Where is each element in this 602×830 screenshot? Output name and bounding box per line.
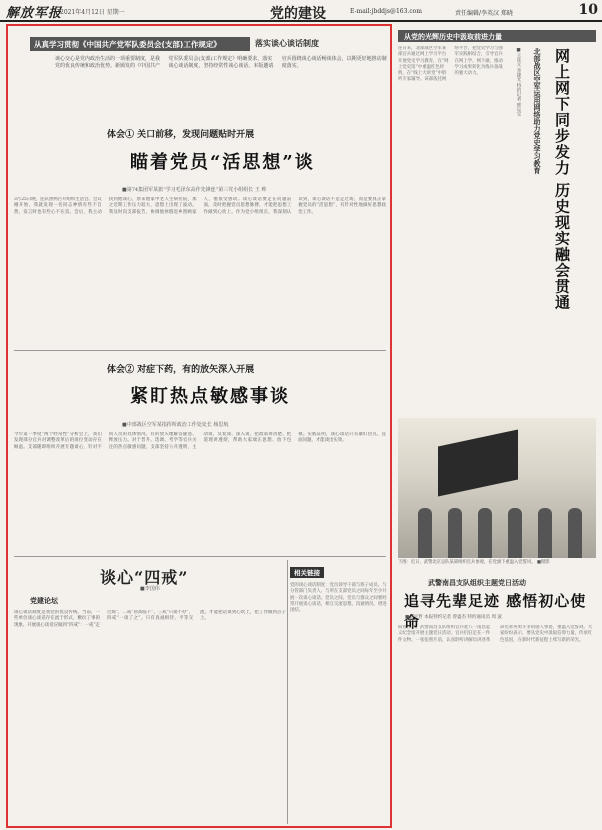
related-links (290, 560, 388, 828)
right-banner: 从党的光辉历史中汲取前进力量 (398, 30, 596, 42)
part2-label: 体会② 对症下药，有的放矢深入开展 (107, 365, 255, 375)
photo-caption: 下图：近日，武警北京总队某部组织官兵参观，在党旗下重温入党誓词。 ■摄影 (398, 560, 550, 565)
feature-subbanner: 落实谈心谈话制度 (255, 38, 319, 48)
right-body: 连日来，北部战区空军某部官兵通过网上学习平台开展党史学习教育，在“网上党史馆”中重温红色经典，在“线上大讲堂”中聆听专家辅导。该部依托网络平台，把党史学习与强军实践相结合，引导官兵在网上学、网下做，推动学习成果转化为练兵备战的强大动力。 (398, 46, 503, 83)
part3-body: 谈心谈话制度是我党的优良传统。当前，一些单位谈心谈话存在流于形式、敷衍了事的现象。开展谈心谈话应做到“四戒”：一戒“走过场”，二戒“居高临下”，三戒“只谈不办”，四戒“一谈了之”。只有真诚相待、平等交流，才能把话谈到心坎上，把工作做到点子上。 (14, 610, 286, 628)
right-author: ■王廷元 李建光 特约记者 邢运宝 (516, 48, 521, 116)
right-author-2: ■刘宇哲 本报特约记者 曾盛杰 特约通讯员 周 波 (405, 615, 502, 620)
flag-shape (438, 429, 518, 496)
parade-photo (398, 418, 596, 558)
masthead: 解放军报 (6, 6, 63, 21)
part1-body: 3月25日晚，连队照例召开组织生活会。会议刚开始，我就发现一名同志神情有些不自然，发言时也有些心不在焉。会后，我主动找到他谈心，原来他家中老人生病住院，加之近期工作压力较大，思想上出现了波动。我及时向支部报告，协调他休假返乡照顾家人，他很受感动。谈心谈话要走在问题前面，及时把握党员思想脉搏，才能把思想工作做到心坎上。作为党小组组长，我深刻认识到，谈心谈话不是走过场，而是要真正掌握党员的“活思想”，有针对性地做好思想政治工作。 (14, 197, 386, 215)
part2-byline: ■中部战区空军某指挥所政治工作处处长 杨思航 (122, 422, 229, 428)
right-body-2: 阳春三月，武警南昌支队组织官兵赴八一南昌起义纪念馆开展主题党日活动。官兵们驻足在一件件文物、一张张照片前，认真聆听讲解员讲述革命先辈英勇斗争的感人事迹，重温入党誓词。大家纷纷表示，要从党史中汲取信仰力量，传承红色基因，在新时代新征程上续写新的荣光。 (398, 625, 593, 643)
related-label: 相关链接 (290, 567, 324, 578)
related-body: 党的谈心谈话制度：党员领导干部与班子成员、与分管部门负责人、与所在支部党员之间每年至少开展一次谈心谈话。党员之间、党员与群众之间要经常开展谈心谈话，相互交流思想、沟通情况、增进团结。 (290, 583, 387, 614)
right-title: 网上网下同步发力 历史现实融会贯通 (553, 48, 571, 311)
right-subhead-2: 武警南昌支队组织主题党日活动 (428, 578, 526, 587)
part1-title: 瞄着党员“活思想”谈 (130, 152, 315, 173)
divider (14, 556, 386, 557)
section-title: 党的建设 (270, 6, 326, 22)
editor-credit: 责任编辑/李英汉 郑晓 (455, 10, 513, 17)
feature-intro: 谈心交心是党内政治生活的一项重要制度，是我党的优良传统和政治优势。新颁发的《中国共产党军队委员会(支部)工作规定》明确要求，落实谈心谈话制度，坚持经常性谈心谈话。本版邀请官兵围绕谈心谈话畅谈体会，以期更好地推动制度落实。 (55, 56, 387, 69)
part1-byline: ■第74集团军某旅“学习毛泽东高作先锋连”第三党小组组长 王 帅 (122, 187, 267, 193)
forum-label: 党建论坛 (30, 596, 58, 605)
feature-banner: 从真学习贯彻《中国共产党军队委员会(支部)工作规定》 (30, 37, 250, 51)
part3-author: ■李国伟 (140, 586, 160, 592)
page-number: 10 (578, 2, 598, 18)
part2-title: 紧盯热点敏感事谈 (130, 386, 290, 407)
part2-body: 今年第一季度“两个经常性”分析会上，我们发现部分官兵对调整改革后的岗位变动存在顾虑。支部随即组织开展专题谈心，针对不同人员的具体情况，有的放矢地解答疑惑、释放压力。对于晋升、选调、考学等官兵关注的热点敏感问题，支部坚持公开透明，主动谈、反复谈、深入谈，把政策讲清楚、把道理讲透彻，帮助大家端正思想、放下包袱。实践证明，谈心谈话只有紧盯热点、直面问题，才能谈出实效。 (14, 432, 386, 450)
contact-email: E-mail:jbddjs@163.com (350, 8, 422, 15)
divider (14, 350, 386, 351)
column-divider (287, 560, 288, 824)
part3-title: 谈心“四戒” (100, 568, 189, 587)
right-subhead: 北部战区空军运用网络助力党史学习教育 (533, 48, 542, 174)
right-title-2: 追寻先辈足迹 感悟初心使命 (404, 592, 587, 631)
part1-label: 体会① 关口前移，发现问题贴时开展 (107, 130, 255, 140)
issue-date: 2021年4月12日 星期一 (60, 9, 125, 16)
page-header (0, 0, 602, 22)
